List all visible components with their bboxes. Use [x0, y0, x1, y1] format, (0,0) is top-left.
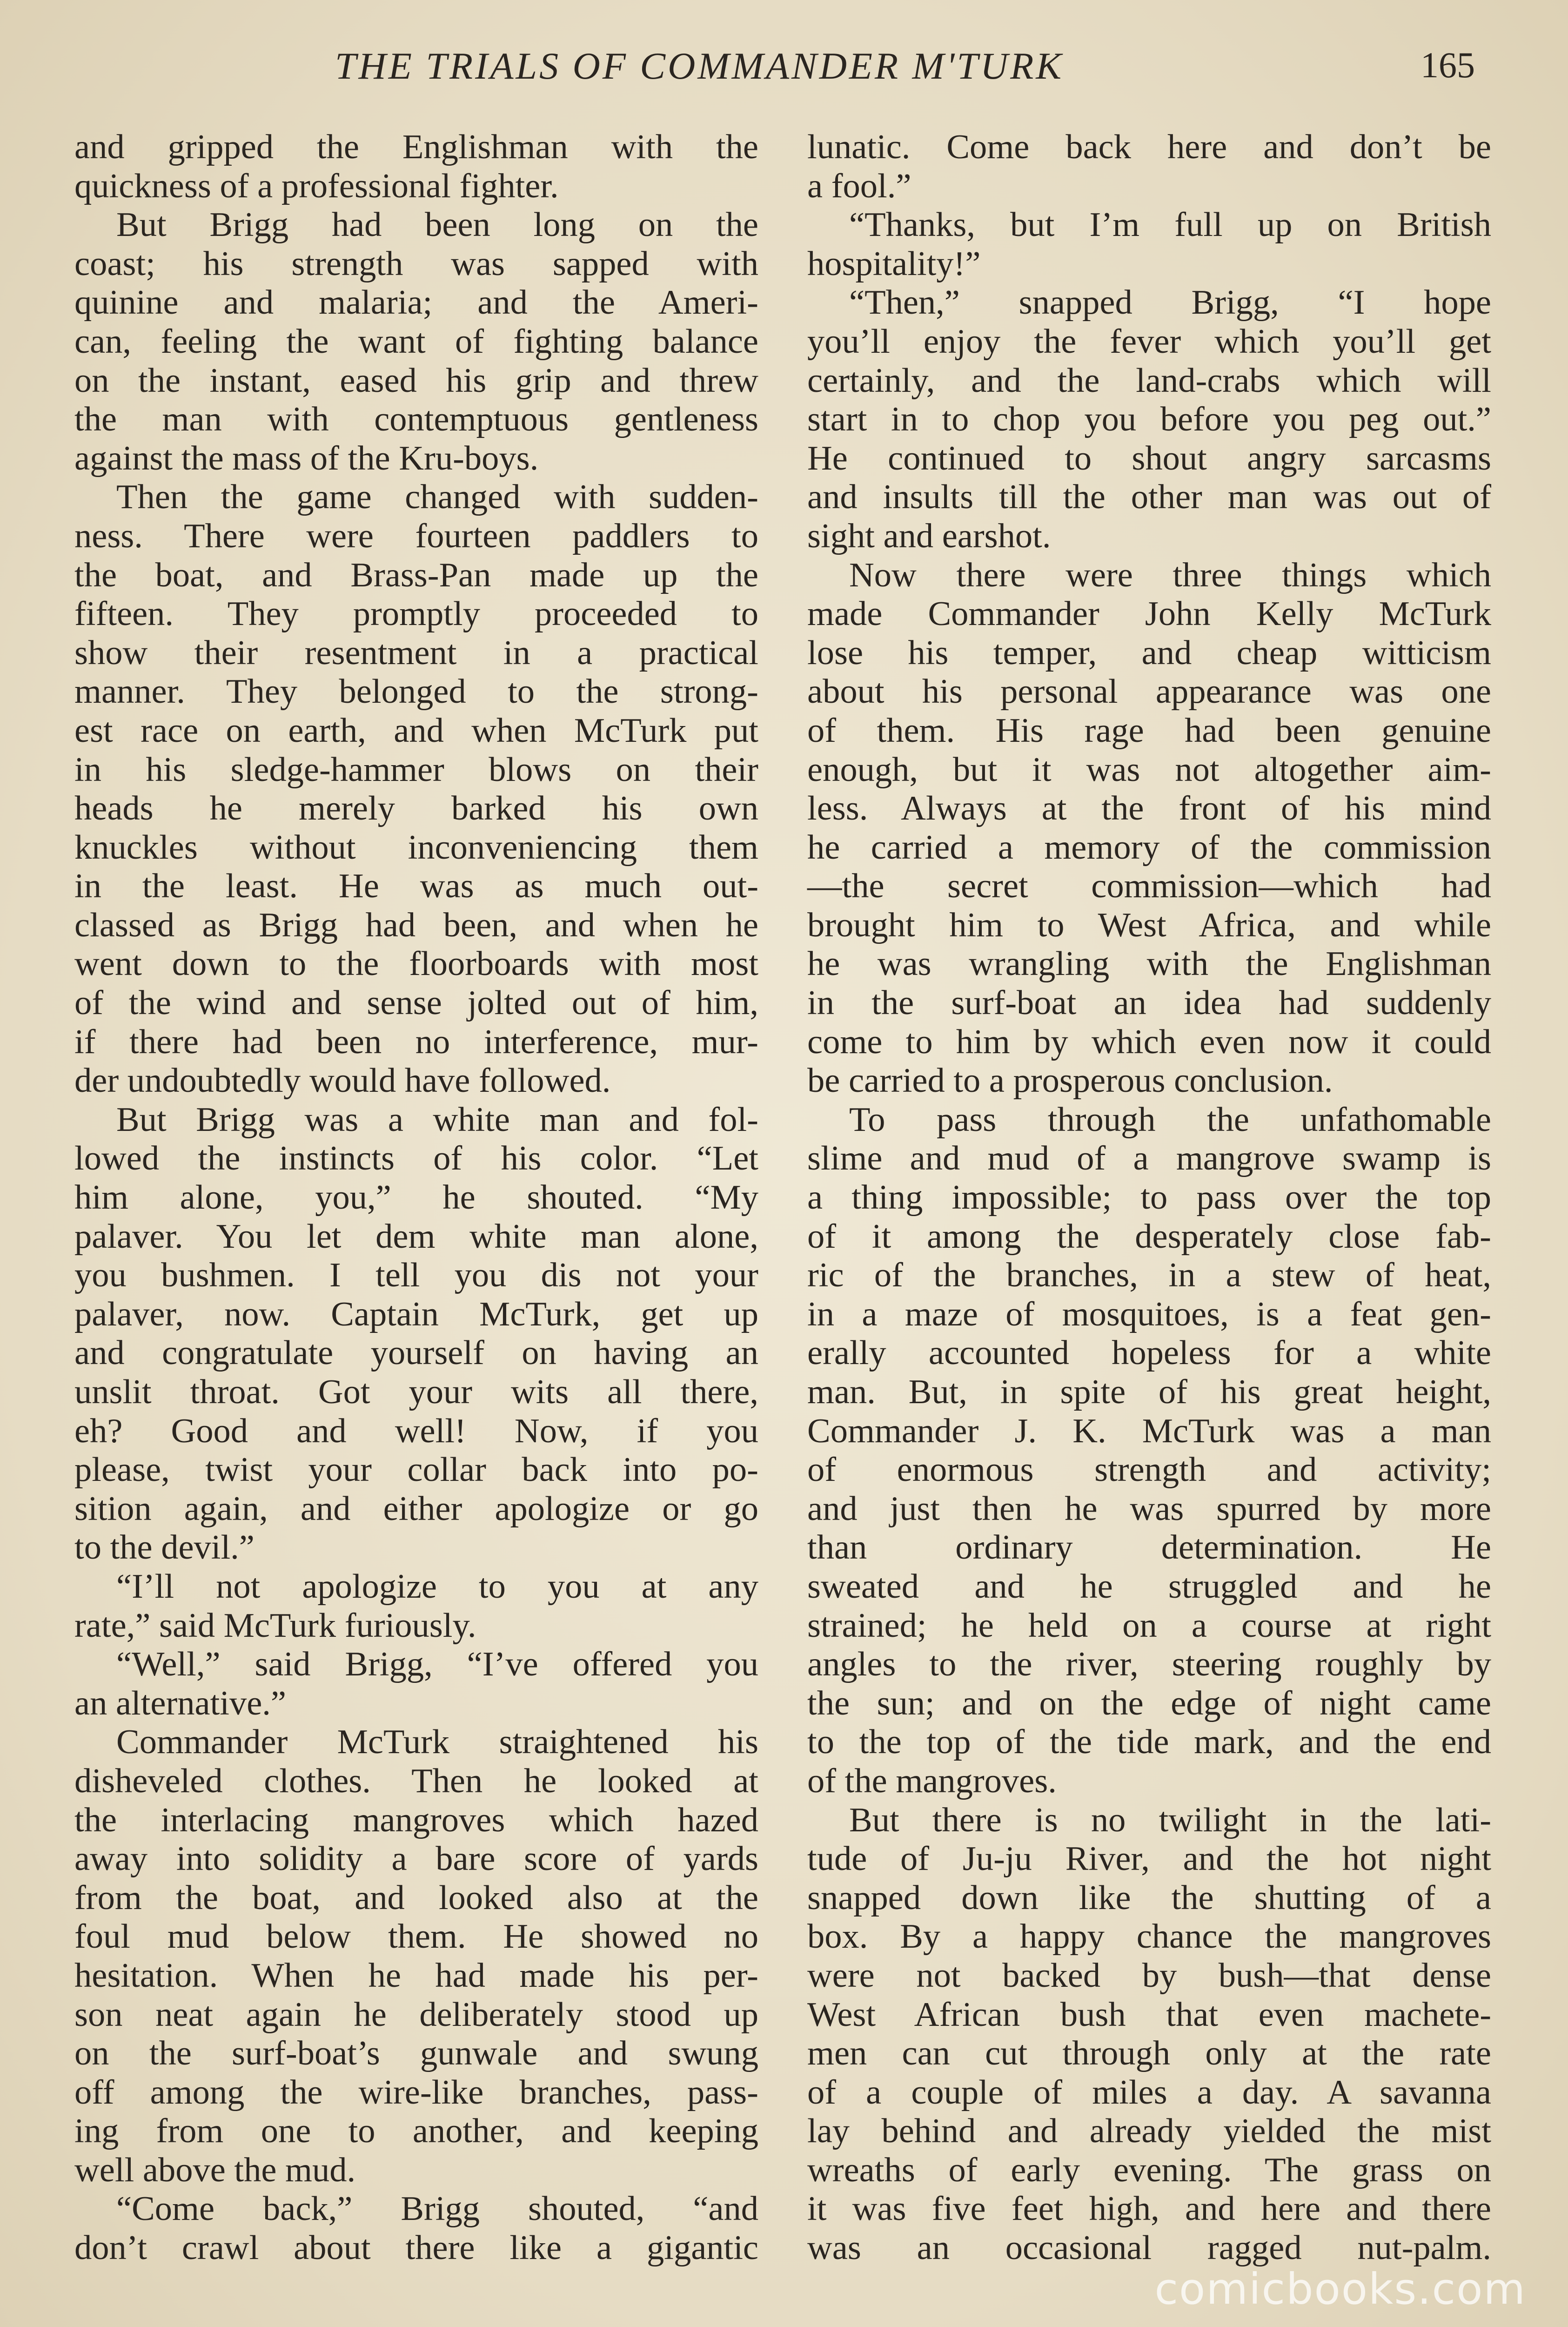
text-line: it was five feet high, and here and there: [807, 2190, 1491, 2228]
text-line: than ordinary determination. He: [807, 1528, 1491, 1567]
text-line: he was wrangling with the Englishman: [807, 945, 1491, 983]
text-line: tude of Ju-ju River, and the hot night: [807, 1840, 1491, 1878]
text-line: in the least. He was as much out-: [74, 867, 758, 906]
text-line: show their resentment in a practical: [74, 633, 758, 672]
text-line: to the top of the tide mark, and the end: [807, 1723, 1491, 1762]
text-line: unslit throat. Got your wits all there,: [74, 1373, 758, 1411]
text-line: “I’ll not apologize to you at any: [116, 1567, 758, 1606]
text-line: him alone, you,” he shouted. “My: [74, 1178, 758, 1217]
text-line: hospitality!”: [807, 244, 981, 283]
text-line: in a maze of mosquitoes, is a feat gen-: [807, 1295, 1491, 1333]
text-line: an alternative.”: [74, 1684, 287, 1722]
text-line: enough, but it was not altogether aim-: [807, 750, 1491, 789]
text-line: Then the game changed with sudden-: [116, 478, 758, 517]
text-line: man. But, in spite of his great height,: [807, 1373, 1491, 1411]
text-line: angles to the river, steering roughly by: [807, 1645, 1491, 1684]
text-line: eh? Good and well! Now, if you: [74, 1412, 758, 1450]
text-line: But there is no twilight in the lati-: [849, 1801, 1491, 1839]
text-line: the sun; and on the edge of night came: [807, 1684, 1491, 1722]
text-line: “Come back,” Brigg shouted, “and: [116, 2190, 758, 2228]
text-line: start in to chop you before you peg out.”: [807, 400, 1491, 439]
text-line: ing from one to another, and keeping: [74, 2112, 758, 2151]
text-line: hesitation. When he had made his per-: [74, 1956, 758, 1995]
text-line: he carried a memory of the commission: [807, 828, 1491, 867]
text-line: rate,” said McTurk furiously.: [74, 1606, 476, 1645]
text-line: certainly, and the land-crabs which will: [807, 361, 1491, 400]
left-text-column: [74, 128, 758, 2268]
text-line: son neat again he deliberately stood up: [74, 1995, 758, 2034]
right-text-column: [807, 128, 1491, 2268]
text-line: snapped down like the shutting of a: [807, 1878, 1491, 1917]
text-line: disheveled clothes. Then he looked at: [74, 1762, 758, 1800]
text-line: off among the wire-like branches, pass-: [74, 2073, 758, 2112]
text-line: made Commander John Kelly McTurk: [807, 595, 1491, 633]
text-line: against the mass of the Kru-boys.: [74, 439, 539, 478]
text-line: But Brigg was a white man and fol-: [116, 1100, 758, 1139]
text-line: Commander McTurk straightened his: [116, 1723, 758, 1762]
text-line: away into solidity a bare score of yards: [74, 1840, 758, 1878]
text-line: of the wind and sense jolted out of him,: [74, 984, 758, 1022]
text-line: and insults till the other man was out of: [807, 478, 1491, 517]
text-line: knuckles without inconveniencing them: [74, 828, 758, 867]
text-line: “Well,” said Brigg, “I’ve offered you: [116, 1645, 758, 1684]
text-line: strained; he held on a course at right: [807, 1606, 1491, 1645]
text-line: please, twist your collar back into po-: [74, 1451, 758, 1489]
text-line: ness. There were fourteen paddlers to: [74, 517, 758, 555]
text-line: about his personal appearance was one: [807, 673, 1491, 711]
text-line: on the surf-boat’s gunwale and swung: [74, 2034, 758, 2073]
text-line: Now there were three things which: [849, 556, 1491, 594]
text-line: He continued to shout angry sarcasms: [807, 439, 1491, 478]
text-line: well above the mud.: [74, 2151, 356, 2189]
text-line: be carried to a prosperous conclusion.: [807, 1062, 1333, 1100]
text-line: lay behind and already yielded the mist: [807, 2112, 1491, 2151]
text-line: palaver, now. Captain McTurk, get up: [74, 1295, 758, 1333]
text-line: —the secret commission—which had: [807, 867, 1491, 906]
text-line: a fool.”: [807, 167, 911, 205]
text-line: classed as Brigg had been, and when he: [74, 906, 758, 944]
text-line: West African bush that even machete-: [807, 1995, 1491, 2034]
text-line: can, feeling the want of fighting balance: [74, 322, 758, 361]
text-line: to the devil.”: [74, 1528, 255, 1567]
text-line: and just then he was spurred by more: [807, 1489, 1491, 1528]
text-line: foul mud below them. He showed no: [74, 1917, 758, 1956]
text-line: on the instant, eased his grip and threw: [74, 361, 758, 400]
text-line: of enormous strength and activity;: [807, 1451, 1491, 1489]
text-line: manner. They belonged to the strong-: [74, 673, 758, 711]
text-line: “Thanks, but I’m full up on British: [849, 206, 1491, 244]
text-line: of them. His rage had been genuine: [807, 711, 1491, 750]
running-head: [74, 44, 1494, 100]
text-line: you bushmen. I tell you dis not your: [74, 1256, 758, 1295]
text-line: sition again, and either apologize or go: [74, 1489, 758, 1528]
page-number: 165: [1421, 45, 1475, 85]
text-line: quickness of a professional fighter.: [74, 167, 559, 205]
text-line: went down to the floorboards with most: [74, 945, 758, 983]
text-line: lowed the instincts of his color. “Let: [74, 1139, 758, 1178]
text-line: and congratulate yourself on having an: [74, 1334, 758, 1372]
text-line: ric of the branches, in a stew of heat,: [807, 1256, 1491, 1295]
text-line: sweated and he struggled and he: [807, 1567, 1491, 1606]
text-line: slime and mud of a mangrove swamp is: [807, 1139, 1491, 1178]
text-line: lose his temper, and cheap witticism: [807, 633, 1491, 672]
text-line: lunatic. Come back here and don’t be: [807, 128, 1491, 166]
watermark: comicbooks.com: [1154, 2264, 1526, 2314]
text-line: wreaths of early evening. The grass on: [807, 2151, 1491, 2189]
text-line: To pass through the unfathomable: [849, 1100, 1491, 1139]
running-title: THE TRIALS OF COMMANDER M'TURK: [335, 45, 1064, 87]
text-line: of the mangroves.: [807, 1762, 1057, 1800]
text-line: the man with contemptuous gentleness: [74, 400, 758, 439]
text-line: brought him to West Africa, and while: [807, 906, 1491, 944]
text-line: of it among the desperately close fab-: [807, 1217, 1491, 1256]
text-line: don’t crawl about there like a gigantic: [74, 2229, 758, 2267]
text-line: a thing impossible; to pass over the top: [807, 1178, 1491, 1217]
text-line: if there had been no interference, mur-: [74, 1022, 758, 1061]
text-line: and gripped the Englishman with the: [74, 128, 758, 166]
text-line: less. Always at the front of his mind: [807, 789, 1491, 828]
text-line: fifteen. They promptly proceeded to: [74, 595, 758, 633]
text-line: you’ll enjoy the fever which you’ll get: [807, 322, 1491, 361]
text-line: heads he merely barked his own: [74, 789, 758, 828]
text-line: come to him by which even now it could: [807, 1022, 1491, 1061]
text-line: from the boat, and looked also at the: [74, 1878, 758, 1917]
text-line: men can cut through only at the rate: [807, 2034, 1491, 2073]
text-line: sight and earshot.: [807, 517, 1051, 555]
text-line: But Brigg had been long on the: [116, 206, 758, 244]
text-line: erally accounted hopeless for a white: [807, 1334, 1491, 1372]
text-line: was an occasional ragged nut-palm.: [807, 2229, 1491, 2267]
text-line: coast; his strength was sapped with: [74, 244, 758, 283]
text-line: “Then,” snapped Brigg, “I hope: [849, 283, 1491, 322]
text-line: in the surf-boat an idea had suddenly: [807, 984, 1491, 1022]
text-line: the interlacing mangroves which hazed: [74, 1801, 758, 1839]
text-line: quinine and malaria; and the Ameri-: [74, 283, 758, 322]
text-line: box. By a happy chance the mangroves: [807, 1917, 1491, 1956]
text-line: in his sledge-hammer blows on their: [74, 750, 758, 789]
text-line: palaver. You let dem white man alone,: [74, 1217, 758, 1256]
text-line: the boat, and Brass-Pan made up the: [74, 556, 758, 594]
text-line: der undoubtedly would have followed.: [74, 1062, 611, 1100]
text-line: were not backed by bush—that dense: [807, 1956, 1491, 1995]
text-line: Commander J. K. McTurk was a man: [807, 1412, 1491, 1450]
text-line: of a couple of miles a day. A savanna: [807, 2073, 1491, 2112]
text-line: est race on earth, and when McTurk put: [74, 711, 758, 750]
